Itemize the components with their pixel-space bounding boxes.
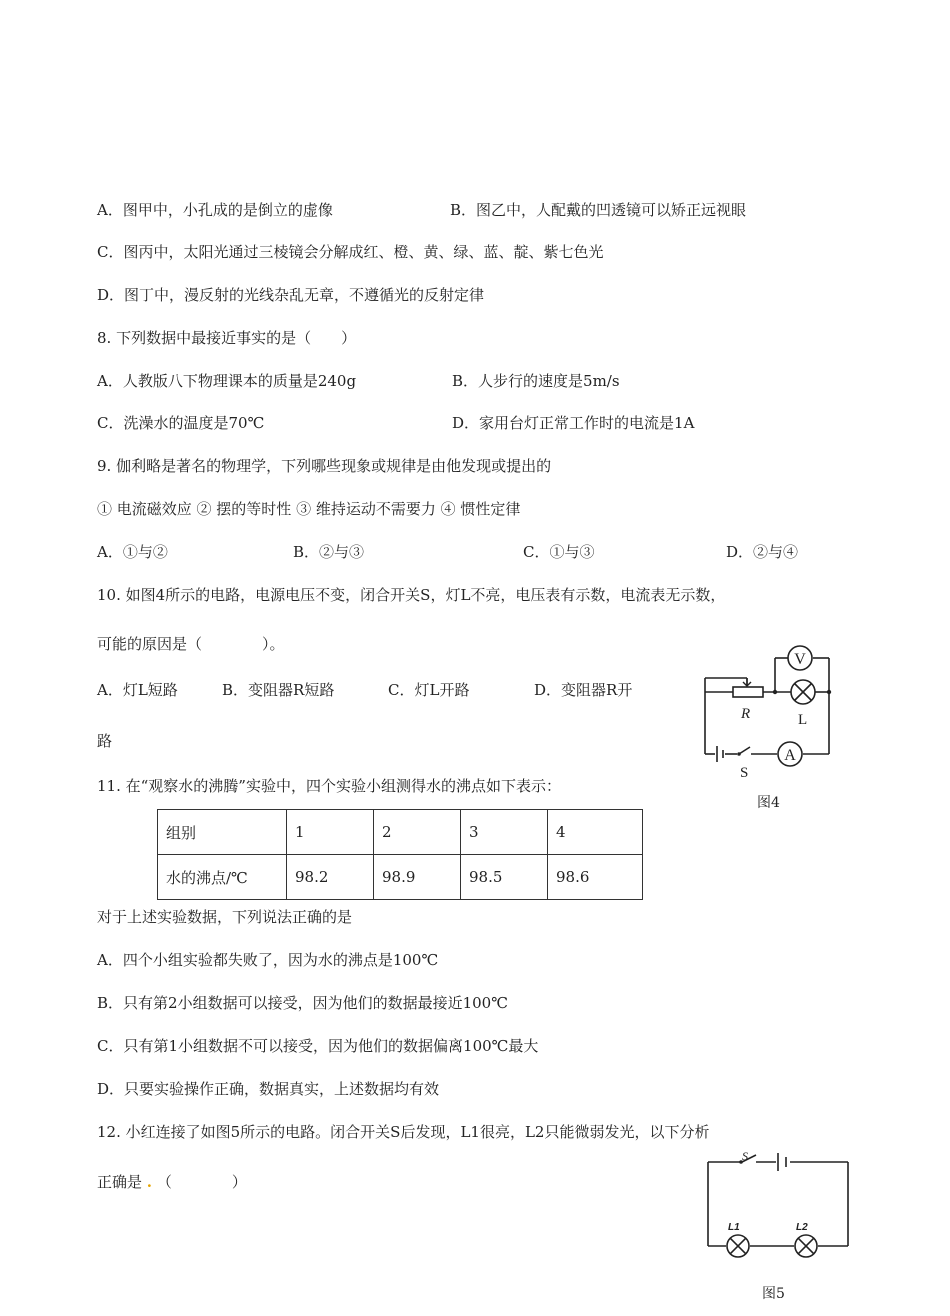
q7-option-d: D．图丁中，漫反射的光线杂乱无章，不遵循光的反射定律 <box>97 286 485 304</box>
table-cell: 98.2 <box>287 855 374 900</box>
q7-option-b: B．图乙中，人配戴的凹透镜可以矫正远视眼 <box>450 201 747 219</box>
lamp-label: L <box>798 712 808 728</box>
q7-option-a: A．图甲中，小孔成的是倒立的虚像 <box>97 201 333 219</box>
q10-option-c: C．灯L开路 <box>388 681 470 699</box>
q12-stem-prefix: 正确是 <box>97 1173 143 1191</box>
q10-stem-line1: 10. 如图4所示的电路，电源电压不变，闭合开关S，灯L不亮，电压表有示数，电流表无示数， <box>97 586 726 604</box>
table-header-cell: 4 <box>548 810 643 855</box>
q10-stem-line2: 可能的原因是（ ）。 <box>97 635 285 653</box>
q8-option-d: D．家用台灯正常工作时的电流是1A <box>452 414 695 432</box>
table-cell: 98.9 <box>374 855 461 900</box>
q8-option-b: B．人步行的速度是5m/s <box>452 372 620 390</box>
q11-option-d: D．只要实验操作正确，数据真实，上述数据均有效 <box>97 1080 440 1098</box>
q10-option-d-continued: 路 <box>97 732 113 750</box>
q8-stem: 8. 下列数据中最接近事实的是（ ） <box>97 329 357 347</box>
figure-4-caption: 图4 <box>757 795 780 811</box>
table-header-cell: 3 <box>461 810 548 855</box>
q12-stem-line2 <box>97 1172 247 1192</box>
q10-option-b: B．变阻器R短路 <box>222 681 335 699</box>
rheostat-body <box>733 687 763 697</box>
ammeter-label: A <box>784 747 796 764</box>
table-header-cell: 1 <box>287 810 374 855</box>
table-header-cell: 2 <box>374 810 461 855</box>
table-cell: 水的沸点/℃ <box>158 855 287 900</box>
q9-option-b: B．②与③ <box>293 543 365 561</box>
q12-stem-line1: 12. 小红连接了如图5所示的电路。闭合开关S后发现，L1很亮，L2只能微弱发光，以下分析 <box>97 1123 710 1141</box>
q11-option-c: C．只有第1小组数据不可以接受，因为他们的数据偏离100℃最大 <box>97 1037 539 1055</box>
table-row <box>158 810 643 855</box>
table-header-cell: 组别 <box>158 810 287 855</box>
q11-option-b: B．只有第2小组数据可以接受，因为他们的数据最接近100℃ <box>97 994 508 1012</box>
fig5-lamp2-label: L2 <box>796 1222 808 1233</box>
q10-option-d: D．变阻器R开 <box>534 681 633 699</box>
q11-stem: 11. 在“观察水的沸腾”实验中，四个实验小组测得水的沸点如下表示： <box>97 777 561 795</box>
q8-option-c: C．洗澡水的温度是70℃ <box>97 414 265 432</box>
q11-question: 对于上述实验数据，下列说法正确的是 <box>97 908 353 926</box>
boiling-point-table <box>157 809 643 900</box>
q9-option-c: C．①与③ <box>523 543 595 561</box>
table-cell: 98.5 <box>461 855 548 900</box>
q10-option-a: A．灯L短路 <box>97 681 178 699</box>
fig5-lamp1-label: L1 <box>728 1222 740 1233</box>
q8-option-a: A．人教版八下物理课本的质量是240g <box>97 372 357 390</box>
q9-option-a: A．①与② <box>97 543 168 561</box>
q9-option-d: D．②与④ <box>726 543 799 561</box>
figure-5-circuit <box>698 1148 858 1266</box>
table-row <box>158 855 643 900</box>
q9-items: ① 电流磁效应 ② 摆的等时性 ③ 维持运动不需要力 ④ 惯性定律 <box>97 500 521 518</box>
rheostat-label: R <box>741 706 751 722</box>
q7-option-c: C．图丙中，太阳光通过三棱镜会分解成红、橙、黄、绿、蓝、靛、紫七色光 <box>97 243 604 261</box>
voltmeter-label: V <box>794 651 806 668</box>
figure-4-circuit <box>695 640 845 785</box>
q9-stem: 9. 伽利略是著名的物理学，下列哪些现象或规律是由他发现或提出的 <box>97 457 552 475</box>
q11-option-a: A．四个小组实验都失败了，因为水的沸点是100℃ <box>97 951 439 969</box>
rheostat-slider-arrow <box>743 678 751 686</box>
table-cell: 98.6 <box>548 855 643 900</box>
fig5-switch-label: S <box>742 1149 748 1163</box>
q12-highlight-dot: . <box>146 1173 153 1191</box>
figure-5-caption: 图5 <box>762 1286 785 1302</box>
switch-label: S <box>740 765 749 781</box>
q12-stem-suffix: （ ） <box>156 1173 247 1191</box>
